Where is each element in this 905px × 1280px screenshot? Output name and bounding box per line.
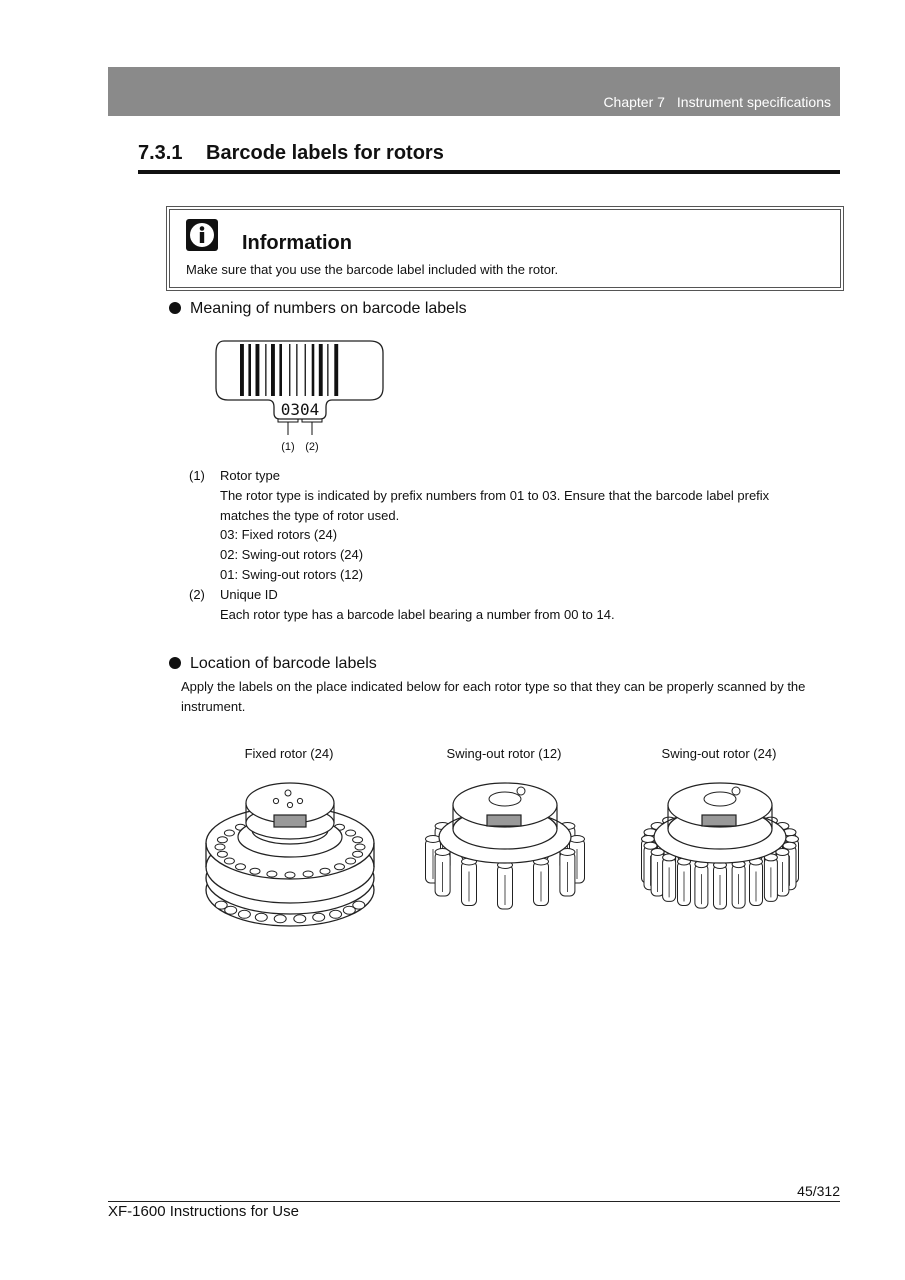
list-item-text: 01: Swing-out rotors (12) — [220, 566, 364, 582]
footer-document-title: XF-1600 Instructions for Use — [108, 1203, 299, 1220]
meaning-heading — [169, 300, 467, 318]
section-title-text: Barcode labels for rotors — [206, 142, 444, 164]
info-text: Make sure that you use the barcode label included with the rotor. — [186, 262, 559, 277]
location-heading — [169, 655, 377, 673]
list-item-text: 02: Swing-out rotors (24) — [220, 547, 364, 563]
section-number: 7.3.1 — [138, 142, 183, 164]
info-title: Information — [242, 232, 352, 254]
swing-out-rotor-12-image — [415, 775, 595, 930]
list-item-text: The rotor type is indicated by prefix numbers from 01 to 03. Ensure that the barcode label prefix matches the type of rotor used. — [220, 487, 770, 523]
list-item-text: Each rotor type has a barcode label bearing a number from 00 to 14. — [220, 606, 615, 622]
chapter-header-bar — [108, 67, 840, 116]
number-meaning-list — [189, 466, 810, 624]
chapter-number: Chapter 7 — [603, 94, 665, 110]
list-item-label: Rotor type — [220, 468, 280, 483]
section-title — [138, 142, 444, 165]
rotor-label-swing-12: Swing-out rotor (12) — [446, 746, 562, 761]
bullet-icon — [169, 657, 181, 669]
rotor-label-swing-24: Swing-out rotor (24) — [661, 746, 777, 761]
chapter-header — [603, 94, 831, 110]
chapter-title: Instrument specifications — [676, 94, 831, 110]
callout-label-2: (2) — [305, 441, 319, 453]
list-marker: (2) — [189, 586, 205, 602]
list-item-unique-id — [189, 585, 810, 625]
information-box — [166, 206, 844, 291]
title-underline — [138, 170, 840, 174]
barcode-location-marker — [487, 815, 521, 826]
callout-label-1: (1) — [281, 441, 295, 453]
bullet-icon — [169, 302, 181, 314]
rotor-label-fixed-24: Fixed rotor (24) — [244, 746, 334, 761]
location-text: Apply the labels on the place indicated below for each rotor type so that they can be properly scanned by the instrument. — [181, 679, 806, 714]
list-item-text: 03: Fixed rotors (24) — [220, 527, 338, 543]
meaning-heading-text: Meaning of numbers on barcode labels — [190, 300, 467, 317]
barcode-location-marker — [274, 815, 306, 827]
list-marker: (1) — [189, 468, 205, 483]
page-number: 45/312 — [797, 1183, 840, 1199]
footer-rule — [108, 1201, 840, 1202]
barcode-number: 0304 — [280, 400, 320, 419]
list-item-rotor-type — [189, 466, 810, 585]
barcode-illustration — [210, 335, 390, 460]
fixed-rotor-image — [200, 775, 380, 930]
location-heading-text: Location of barcode labels — [190, 655, 377, 672]
list-item-label: Unique ID — [220, 586, 278, 602]
info-icon — [186, 219, 218, 251]
swing-out-rotor-24-image — [630, 775, 810, 930]
barcode-location-marker — [702, 815, 736, 826]
